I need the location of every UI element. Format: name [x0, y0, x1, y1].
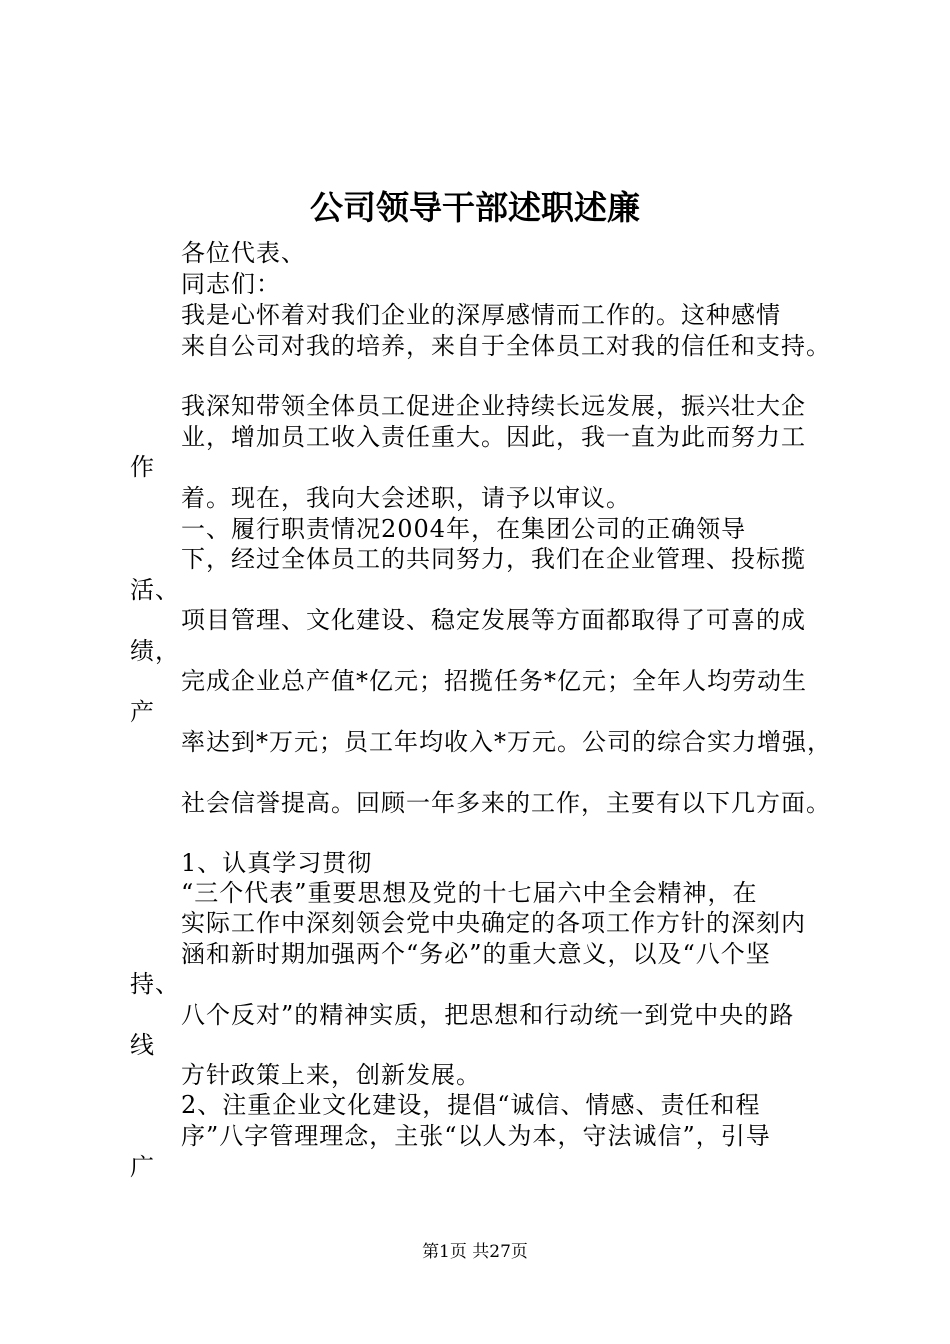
- body-line: 绩，: [130, 637, 180, 665]
- body-line: 下，经过全体员工的共同努力，我们在企业管理、投标揽: [181, 545, 806, 573]
- body-line: 我深知带领全体员工促进企业持续长远发展，振兴壮大企: [181, 392, 806, 420]
- body-line: 涵和新时期加强两个“务必”的重大意义，以及“八个坚: [181, 940, 771, 968]
- body-line: 我是心怀着对我们企业的深厚感情而工作的。这种感情: [181, 301, 781, 329]
- body-line: 作: [130, 453, 155, 481]
- body-line: 完成企业总产值*亿元；招揽任务*亿元；全年人均劳动生: [181, 667, 807, 695]
- body-line: 1、认真学习贯彻: [181, 849, 373, 877]
- body-line: “三个代表”重要思想及党的十七届六中全会精神，在: [181, 879, 758, 907]
- body-line: 广: [130, 1153, 155, 1181]
- body-line: 实际工作中深刻领会党中央确定的各项工作方针的深刻内: [181, 909, 806, 937]
- body-line: 持、: [130, 970, 180, 998]
- body-line: 序”八字管理理念，主张“以人为本，守法诚信”，引导: [181, 1122, 771, 1150]
- body-line: 产: [130, 698, 155, 726]
- body-line: 着。现在，我向大会述职，请予以审议。: [181, 484, 631, 512]
- body-line: 八个反对”的精神实质，把思想和行动统一到党中央的路: [181, 1001, 795, 1029]
- body-line: 社会信誉提高。回顾一年多来的工作，主要有以下几方面。: [181, 789, 831, 817]
- page-number: 第1页 共27页: [422, 1242, 528, 1262]
- document-title: 公司领导干部述职述廉: [310, 188, 640, 227]
- body-line: 业，增加员工收入责任重大。因此，我一直为此而努力工: [181, 423, 806, 451]
- body-line: 线: [130, 1031, 155, 1059]
- body-line: 活、: [130, 576, 180, 604]
- body-line: 各位代表、: [181, 239, 306, 267]
- body-line: 率达到*万元；员工年均收入*万元。公司的综合实力增强，: [181, 728, 832, 756]
- body-line: 同志们：: [181, 270, 281, 298]
- body-line: 来自公司对我的培养，来自于全体员工对我的信任和支持。: [181, 332, 831, 360]
- body-line: 一、履行职责情况2004年，在集团公司的正确领导: [181, 515, 747, 543]
- body-line: 2、注重企业文化建设，提倡“诚信、情感、责任和程: [181, 1091, 761, 1119]
- body-line: 方针政策上来，创新发展。: [181, 1061, 481, 1089]
- body-line: 项目管理、文化建设、稳定发展等方面都取得了可喜的成: [181, 606, 806, 634]
